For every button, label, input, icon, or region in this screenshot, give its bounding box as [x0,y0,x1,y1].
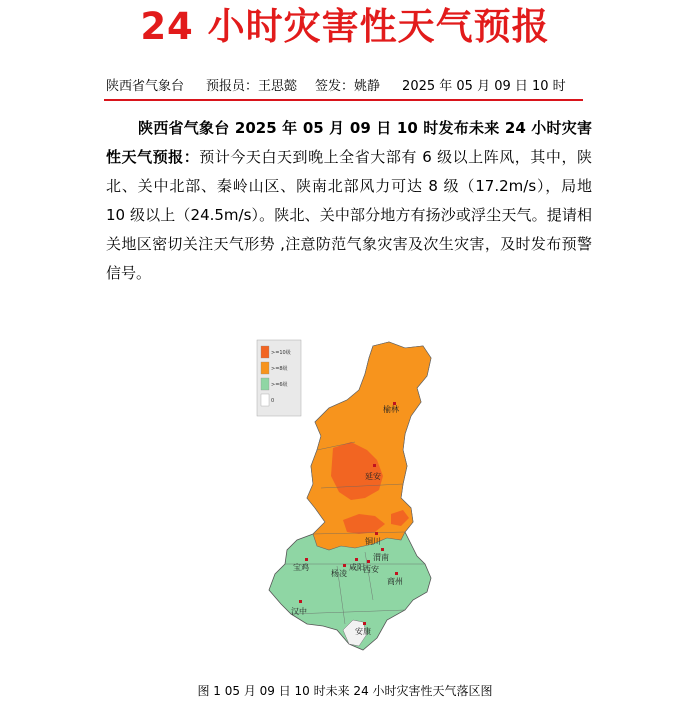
legend-label: >=10级 [271,350,291,356]
legend-label: >=8级 [271,366,288,372]
city-label: 杨凌 [331,569,347,578]
forecast-body [106,114,592,288]
forecast-lead: 陕西省气象台 2025 年 05 月 09 日 10 时发布未来 24 小时灾害性天气预报： [106,119,592,166]
city-label: 商州 [387,577,403,586]
meta-org: 陕西省气象台 [106,79,185,94]
forecast-paragraph [106,114,592,288]
city-label: 西安 [363,565,379,574]
legend-label: 0 [271,398,275,404]
doc-meta [106,78,582,96]
header-divider [104,99,583,101]
forecast-text: 预计今天白天到晚上全省大部有 6 级以上阵风，其中，陕北、关中北部、秦岭山区、陕南北部风力可达 8 级（17.2m/s），局地 10 级以上（24.5m/s）。陕北、关中部分地方有扬沙或浮尘天气。提请相关地区密切关注天气形势 ,注意防范气象灾害及次生灾害，及时发布预警信号。 [106,148,592,282]
meta-forecaster: 预报员：王思懿 [206,79,298,94]
legend-label: >=6级 [271,382,288,388]
meta-issuer: 签发：姚静 [315,79,381,94]
city-label: 延安 [365,472,381,481]
city-label: 榆林 [383,405,399,414]
figure-caption: 图 1 05 月 09 日 10 时未来 24 小时灾害性天气落区图 [197,684,493,698]
city-label: 渭南 [373,553,389,562]
forecast-map [255,338,445,660]
city-label: 宝鸡 [293,563,309,572]
shaanxi-map [255,338,445,660]
city-label: 安康 [355,627,371,636]
city-label: 汉中 [291,607,307,616]
map-legend [257,340,301,416]
meta-datetime: 2025 年 05 月 09 日 10 时 [402,79,566,94]
city-label: 铜川 [365,537,381,546]
page-title: 24 小时灾害性天气预报 [140,5,550,48]
city-label: 咸阳 [349,563,365,572]
